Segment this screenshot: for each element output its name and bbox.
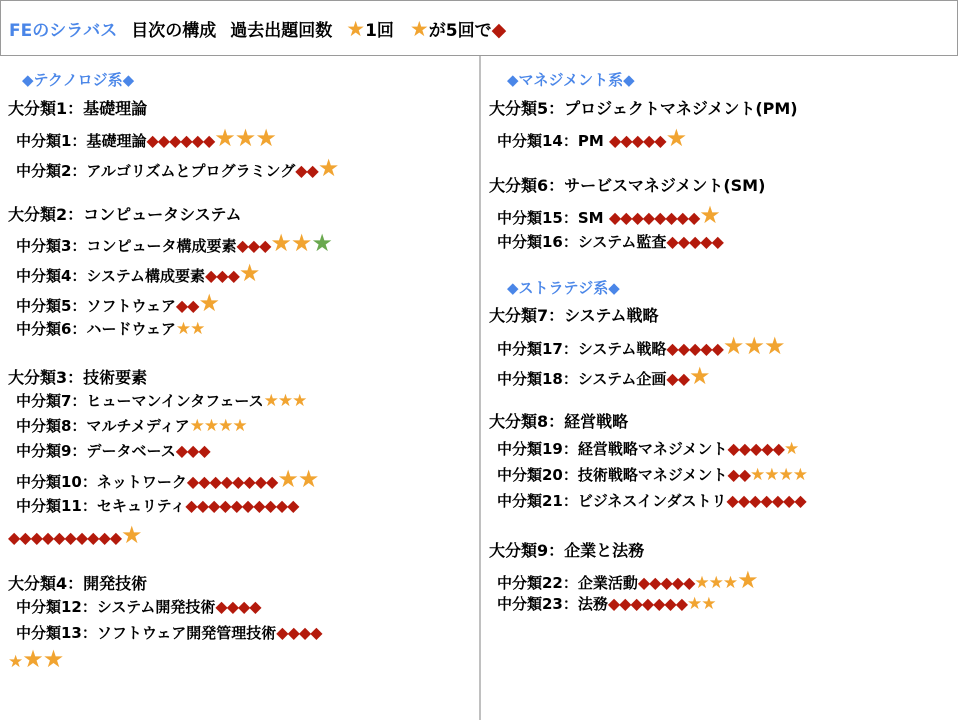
star-icon: ★★★ <box>214 124 276 152</box>
minor-8 <box>16 415 247 436</box>
header-line <box>9 16 506 41</box>
count-marks <box>637 566 758 594</box>
minor-label: 中分類9：データベース <box>16 442 176 460</box>
minor-label: 中分類18：システム企画 <box>497 370 667 388</box>
diamond-icon: ◆◆◆◆◆◆◆◆ <box>186 472 278 491</box>
star-icon: ★ <box>689 362 710 390</box>
diamond-icon: ◆◆ <box>666 369 689 388</box>
count-marks <box>727 440 798 458</box>
count-marks <box>727 492 806 510</box>
minor-label: 中分類20：技術戦略マネジメント <box>497 466 728 484</box>
management-strategy-column <box>481 56 960 720</box>
minor-label: 中分類14：PM <box>497 132 604 150</box>
minor-label: 中分類5：ソフトウェア <box>16 297 176 315</box>
diamond-icon: ◆◆◆◆◆◆◆ <box>726 491 806 510</box>
minor-6 <box>16 318 204 339</box>
minor-label: 中分類15：SM <box>497 209 604 227</box>
minor-label: 中分類13：ソフトウェア開発管理技術 <box>16 624 277 642</box>
count-marks <box>276 624 321 642</box>
technology-column <box>0 56 481 720</box>
minor-label: 中分類11：セキュリティ <box>16 497 186 515</box>
count-marks <box>204 259 260 287</box>
diamond-icon: ◆◆◆◆◆◆◆ <box>607 594 688 613</box>
star-icon: ★ <box>346 17 366 41</box>
count-marks <box>146 124 276 152</box>
minor-label: 中分類1：基礎理論 <box>16 132 147 150</box>
diamond-icon: ◆◆◆◆ <box>215 597 261 616</box>
minor-label: 中分類2：アルゴリズムとプログラミング <box>16 162 296 180</box>
star-icon: ★★★ <box>722 332 785 360</box>
minor-10 <box>16 465 318 493</box>
count-marks <box>176 320 204 338</box>
count-marks <box>215 598 260 616</box>
count-marks <box>175 289 219 317</box>
diamond-icon: ◆◆◆◆◆◆ <box>146 131 215 150</box>
major-8: 大分類8：経営戦略 <box>489 412 629 431</box>
count-marks <box>608 201 720 229</box>
minor-13-continued <box>8 645 63 673</box>
page-title: FEのシラバス <box>9 21 118 41</box>
diamond-icon: ◆ <box>491 19 507 41</box>
page-subtitle: 目次の構成 <box>131 21 217 41</box>
count-marks <box>727 466 807 484</box>
diamond-icon: ◆◆◆◆◆ <box>609 131 666 150</box>
diamond-icon: ◆◆◆◆◆◆◆◆ <box>608 208 700 227</box>
minor-label: 中分類17：システム戦略 <box>497 340 667 358</box>
count-marks <box>609 124 687 152</box>
count-marks <box>190 417 247 435</box>
category-management: ◆マネジメント系◆ <box>507 71 635 89</box>
minor-3 <box>16 229 332 257</box>
star-icon: ★★ <box>175 319 205 339</box>
minor-13 <box>16 622 322 643</box>
star-icon: ★★★★ <box>189 416 247 436</box>
minor-14 <box>497 124 686 152</box>
count-marks <box>666 332 785 360</box>
minor-11 <box>16 495 298 516</box>
minor-23 <box>497 593 716 614</box>
diamond-icon: ◆◆◆ <box>175 441 210 460</box>
diamond-icon: ◆◆◆◆◆◆◆◆◆◆ <box>8 528 122 547</box>
star-icon: ★★ <box>687 594 716 614</box>
diamond-icon: ◆◆ <box>727 465 751 484</box>
star-icon: ★★ <box>270 229 312 257</box>
count-marks <box>264 392 307 410</box>
star-icon: ★★ <box>22 645 64 673</box>
minor-20 <box>497 464 807 485</box>
category-strategy: ◆ストラテジ系◆ <box>507 279 620 297</box>
minor-4 <box>16 259 259 287</box>
legend-one-label: 1回 <box>365 21 394 41</box>
diamond-icon: ◆◆ <box>295 161 318 180</box>
count-marks <box>666 362 710 390</box>
minor-2 <box>16 154 338 182</box>
minor-19 <box>497 438 798 459</box>
minor-label: 中分類6：ハードウェア <box>16 320 176 338</box>
diamond-icon: ◆◆◆ <box>204 266 239 285</box>
minor-21 <box>497 490 806 511</box>
diamond-icon: ◆◆◆◆ <box>276 623 322 642</box>
count-marks <box>666 233 723 251</box>
minor-12 <box>16 596 261 617</box>
star-icon: ★ <box>737 566 758 594</box>
count-marks <box>185 497 298 515</box>
count-marks <box>236 229 332 257</box>
minor-18 <box>497 362 710 390</box>
major-2: 大分類2：コンピュータシステム <box>8 205 242 224</box>
minor-label: 中分類8：マルチメディア <box>16 417 190 435</box>
star-icon: ★ <box>317 154 339 182</box>
minor-label: 中分類10：ネットワーク <box>16 473 187 491</box>
green-star-icon: ★ <box>311 229 332 257</box>
minor-9 <box>16 440 210 461</box>
star-icon: ★★ <box>277 465 319 493</box>
diamond-icon: ◆◆◆◆◆◆◆◆◆◆ <box>185 496 299 515</box>
minor-label: 中分類16：システム監査 <box>497 233 667 251</box>
minor-label: 中分類21：ビジネスインダストリ <box>497 492 727 510</box>
minor-22 <box>497 566 758 594</box>
major-6: 大分類6：サービスマネジメント(SM) <box>489 176 766 195</box>
header-bar <box>0 0 958 56</box>
category-technology: ◆テクノロジ系◆ <box>22 71 135 89</box>
minor-15 <box>497 201 720 229</box>
minor-label: 中分類4：システム構成要素 <box>16 267 205 285</box>
minor-label: 中分類7：ヒューマンインタフェース <box>16 392 264 410</box>
minor-label: 中分類22：企業活動 <box>497 574 638 592</box>
star-icon: ★★★ <box>263 391 307 411</box>
major-1: 大分類1：基礎理論 <box>8 99 148 118</box>
minor-7 <box>16 390 306 411</box>
minor-label: 中分類23：法務 <box>497 595 608 613</box>
star-icon: ★ <box>665 124 687 152</box>
diamond-icon: ◆◆◆◆◆ <box>666 339 723 358</box>
major-4: 大分類4：開発技術 <box>8 574 148 593</box>
minor-label: 中分類3：コンピュータ構成要素 <box>16 237 237 255</box>
star-icon: ★★★★ <box>750 465 808 485</box>
minor-1 <box>16 124 276 152</box>
minor-17 <box>497 332 784 360</box>
major-9: 大分類9：企業と法務 <box>489 541 645 560</box>
star-icon: ★ <box>783 439 799 459</box>
star-icon: ★ <box>409 17 429 41</box>
minor-label: 中分類12：システム開発技術 <box>16 598 216 616</box>
count-marks <box>295 154 339 182</box>
star-icon: ★ <box>198 289 219 317</box>
major-7: 大分類7：システム戦略 <box>489 306 659 325</box>
minor-5 <box>16 289 219 317</box>
major-5: 大分類5：プロジェクトマネジメント(PM) <box>489 99 798 118</box>
minor-label: 中分類19：経営戦略マネジメント <box>497 440 728 458</box>
count-marks <box>608 595 716 613</box>
star-icon: ★★★ <box>694 573 738 593</box>
minor-16 <box>497 231 723 252</box>
count-label: 過去出題回数 <box>230 21 333 41</box>
minor-11-continued <box>8 521 142 549</box>
star-icon: ★ <box>8 652 23 672</box>
count-marks <box>186 465 319 493</box>
star-icon: ★ <box>121 521 142 549</box>
diamond-icon: ◆◆◆◆◆ <box>727 439 784 458</box>
major-3: 大分類3：技術要素 <box>8 368 148 387</box>
diamond-icon: ◆◆◆◆◆ <box>637 573 695 592</box>
legend-five-label: が5回で <box>428 21 492 41</box>
star-icon: ★ <box>699 201 720 229</box>
diamond-icon: ◆◆◆◆◆ <box>666 232 723 251</box>
star-icon: ★ <box>238 259 260 287</box>
count-marks <box>176 442 210 460</box>
diamond-icon: ◆◆ <box>175 296 199 315</box>
diamond-icon: ◆◆◆ <box>236 236 271 255</box>
